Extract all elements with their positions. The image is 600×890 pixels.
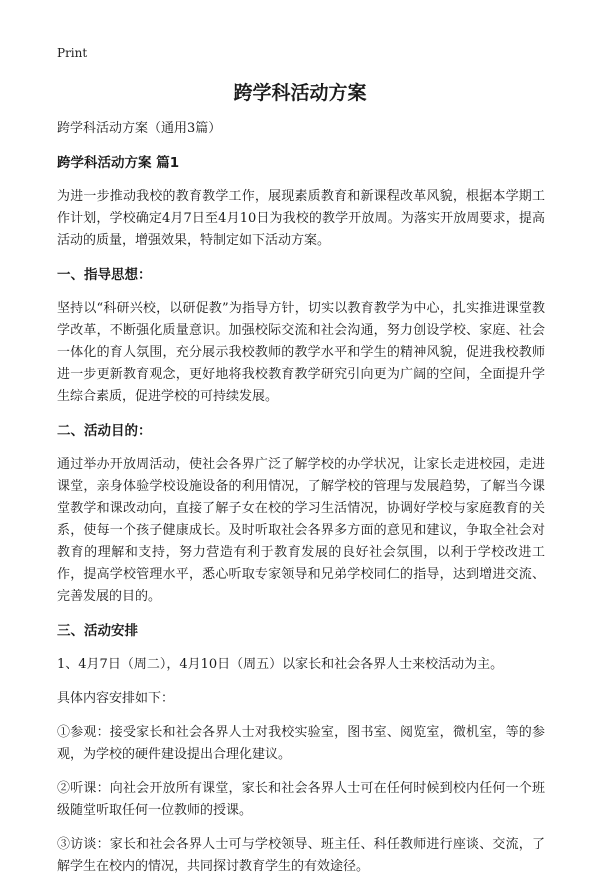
document-body [57, 118, 545, 890]
section-heading-purpose: 二、活动目的： [57, 423, 152, 439]
section-heading-arrangement: 三、活动安排 [57, 623, 138, 639]
schedule-line: 1、4月7日（周二），4月10日（周五）以家长和社会各界人士来校活动为主。 [57, 657, 504, 672]
purpose-paragraph: 通过举办开放周活动，使社会各界广泛了解学校的办学状况，让家长走进校园，走进课堂，亲身体验学校设施设备的利用情况，了解学校的管理与发展趋势，了解当今课堂教学和课改动向，直接了解子女在校的学习生活情况，协调好学校与家庭教育的关系，使每一个孩子健康成长。及时听取社会各界多方面的意见和建议，争取全社会对教育的理解和支持，努力营造有利于教育发展的良好社会氛围，以利于学校改进工作，提高学校管理水平，悉心听取专家领导和兄弟学校同仁的指导，达到增进交流、完善发展的目的。 [57, 457, 545, 604]
page-title: 跨学科活动方案 [233, 82, 367, 104]
part-title: 跨学科活动方案 篇1 [57, 155, 180, 171]
arrangement-intro: 具体内容安排如下： [57, 691, 175, 706]
list-item: ②听课：向社会开放所有课堂，家长和社会各界人士可在任何时候到校内任何一个班级随堂听取任何一位教师的授课。 [57, 781, 545, 818]
intro-paragraph: 为进一步推动我校的教育教学工作，展现素质教育和新课程改革风貌，根据本学期工作计划，学校确定4月7日至4月10日为我校的教学开放周。为落实开放周要求，提高活动的质量，增强效果，特制定如下活动方案。 [57, 189, 545, 248]
list-item: ①参观：接受家长和社会各界人士对我校实验室，图书室、阅览室，微机室，等的参观，为学校的硬件建设提出合理化建议。 [57, 725, 545, 762]
list-item: ③访谈：家长和社会各界人士可与学校领导、班主任、科任教师进行座谈、交流，了解学生在校内的情况，共同探讨教育学生的有效途径。 [57, 837, 545, 874]
section-heading-guiding: 一、指导思想： [57, 267, 152, 283]
document-subtitle: 跨学科活动方案（通用3篇） [57, 121, 222, 136]
print-link[interactable]: Print [57, 46, 88, 60]
guiding-paragraph: 坚持以“科研兴校，以研促教”为指导方针，切实以教育教学为中心，扎实推进课堂教学改革，不断强化质量意识。加强校际交流和社会沟通，努力创设学校、家庭、社会一体化的育人氛围，充分展示我校教师的教学水平和学生的精神风貌，促进我校教师进一步更新教育观念，更好地将我校教育教学研究引向更为广阔的空间，全面提升学生综合素质，促进学校的可持续发展。 [57, 301, 545, 404]
